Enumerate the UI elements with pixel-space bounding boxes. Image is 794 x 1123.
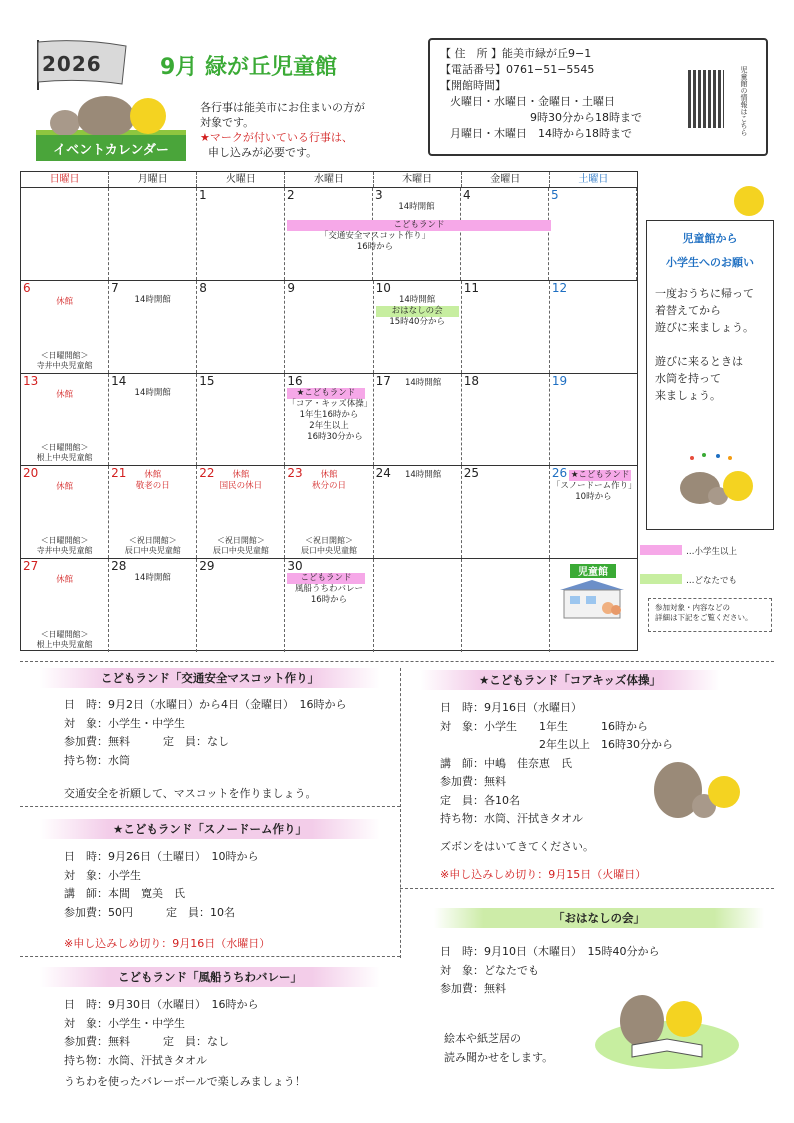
sunday-note bbox=[21, 351, 108, 371]
day-number: 2 bbox=[287, 188, 295, 202]
weekday-label: 日曜日 bbox=[21, 172, 109, 187]
section-body: 日 時：9月2日（水曜日）から4日（金曜日） 16時から 対 象：小学生・中学生 参加費：無料 定 員：なし 持ち物：水筒 bbox=[64, 698, 347, 767]
sunday-note bbox=[21, 630, 108, 650]
phone: 【電話番号】0761−51−5545 bbox=[440, 63, 595, 76]
event-bar: こどもランド bbox=[287, 220, 551, 231]
day-number: 11 bbox=[463, 280, 479, 295]
deadline: ※申し込みしめ切り：9月15日（火曜日） bbox=[440, 868, 647, 881]
day-number: 10 bbox=[375, 280, 391, 295]
side-title: 小学生へのお願い bbox=[666, 256, 754, 269]
open-time: 14時開館 bbox=[404, 377, 442, 388]
day-number: 19 bbox=[551, 373, 568, 388]
day-cell bbox=[21, 559, 109, 652]
weekday-label: 火曜日 bbox=[197, 172, 285, 187]
closed-label: 休館 bbox=[320, 470, 338, 481]
qr-code[interactable] bbox=[688, 70, 724, 128]
intro-line: ★マークが付いている行事は、 bbox=[200, 131, 353, 144]
section-title: ★こどもランド「コアキッズ体操」 bbox=[420, 670, 720, 690]
side-body bbox=[655, 285, 765, 404]
day-number: 28 bbox=[111, 559, 127, 574]
side-title: 児童館から bbox=[682, 232, 738, 245]
day-cell bbox=[109, 466, 197, 558]
side-line: 遊びに来るときは bbox=[655, 355, 743, 368]
day-cell bbox=[109, 188, 197, 280]
day-cell bbox=[197, 559, 285, 652]
hours-weekdays: 火曜日・水曜日・金曜日・土曜日 bbox=[450, 95, 615, 108]
day-number: 18 bbox=[463, 373, 479, 388]
day-number: 21 bbox=[111, 466, 127, 481]
closed-label: 休館 bbox=[144, 470, 162, 481]
event-span bbox=[287, 220, 551, 253]
hippo-mascot bbox=[78, 96, 134, 136]
divider bbox=[400, 668, 401, 958]
calendar-week bbox=[21, 188, 637, 281]
day-number: 1 bbox=[199, 188, 207, 202]
day-number: 8 bbox=[199, 280, 207, 295]
weekday-label: 金曜日 bbox=[462, 172, 550, 187]
day-cell bbox=[374, 559, 462, 652]
section-body: 日 時：9月10日（木曜日） 15時40分から 対 象：どなたでも 参加費：無料 bbox=[440, 945, 660, 995]
note-line: ＜祝日開館＞ bbox=[216, 536, 265, 546]
legend-label: …小学生以上 bbox=[686, 547, 738, 557]
section-title: ★こどもランド「スノードーム作り」 bbox=[40, 819, 380, 839]
side-line: 来ましょう。 bbox=[655, 389, 721, 402]
note-line: 参加対象・内容などの bbox=[655, 603, 730, 612]
day-cell bbox=[462, 281, 550, 373]
section-title: 「おはなしの会」 bbox=[434, 908, 764, 928]
open-time: 14時開館 bbox=[134, 387, 171, 398]
day-cell bbox=[550, 374, 637, 466]
legend-swatch-green bbox=[640, 574, 682, 584]
event-name: 「交通安全マスコット作り」 bbox=[319, 231, 431, 241]
day-cell bbox=[197, 374, 285, 466]
day-number: 17 bbox=[375, 373, 391, 388]
reading-illustration bbox=[592, 985, 742, 1071]
side-line: 着替えてから bbox=[655, 304, 721, 317]
year-label: 2026 bbox=[42, 52, 102, 76]
event-calendar-badge: イベントカレンダー bbox=[36, 135, 186, 161]
section-title: こどもランド「風船うちわバレー」 bbox=[40, 967, 380, 987]
day-number: 27 bbox=[23, 559, 39, 574]
weekday-label: 水曜日 bbox=[285, 172, 373, 187]
day-cell bbox=[374, 374, 462, 466]
intro-line: 各行事は能美市にお住まいの方が bbox=[200, 101, 365, 114]
day-number: 24 bbox=[375, 466, 391, 481]
day-cell bbox=[462, 374, 550, 466]
day-number: 15 bbox=[199, 373, 215, 388]
holiday-name: 秋分の日 bbox=[311, 481, 346, 492]
note-line: 根上中央児童館 bbox=[36, 639, 93, 649]
event-name: 風船うちわバレー bbox=[294, 584, 363, 595]
event-name: 「コア・キッズ体操」 bbox=[287, 398, 373, 409]
day-number: 29 bbox=[199, 559, 215, 574]
mascots-illustration bbox=[648, 740, 744, 826]
intro-line: 申し込みが必要です。 bbox=[208, 146, 318, 159]
day-cell bbox=[549, 188, 637, 280]
day-number: 9 bbox=[287, 280, 296, 295]
day-number: 3 bbox=[375, 188, 383, 202]
section-note: 交通安全を祈願して、マスコットを作りましょう。 bbox=[64, 787, 317, 800]
day-cell bbox=[109, 374, 197, 466]
story-bar: おはなしの会 bbox=[376, 306, 459, 317]
event-time: 10時から bbox=[575, 492, 612, 503]
day-number: 26 bbox=[551, 466, 568, 481]
calendar-week bbox=[21, 559, 637, 652]
weekday-label: 木曜日 bbox=[374, 172, 462, 187]
divider bbox=[20, 661, 774, 662]
event-bar: こどもランド bbox=[287, 573, 364, 584]
day-cell bbox=[462, 559, 550, 652]
day-cell bbox=[197, 466, 285, 558]
holiday-note bbox=[285, 536, 372, 556]
calendar-week bbox=[21, 374, 637, 467]
day-cell bbox=[374, 466, 462, 558]
note-line: 辰口中央児童館 bbox=[212, 546, 269, 556]
day-number: 13 bbox=[23, 373, 39, 388]
event-bar: ★こどもランド bbox=[287, 388, 364, 399]
address: 【 住 所 】能美市緑が丘9−1 bbox=[440, 47, 592, 60]
day-cell bbox=[197, 281, 285, 373]
day-number: 30 bbox=[287, 559, 303, 574]
calendar-week bbox=[21, 466, 637, 559]
open-time: 14時開館 bbox=[398, 202, 435, 212]
event-time: 2年生以上 bbox=[309, 420, 349, 431]
section-note: うちわを使ったバレーボールで楽しみましょう！ bbox=[64, 1075, 306, 1088]
day-cell bbox=[285, 374, 373, 466]
building-label: 児童館 bbox=[577, 567, 608, 579]
calendar bbox=[20, 171, 638, 651]
intro-text bbox=[200, 100, 410, 160]
details-note bbox=[648, 598, 772, 632]
event-time: 16時から bbox=[310, 595, 348, 606]
note-line: ＜日曜開館＞ bbox=[40, 629, 89, 639]
holiday-note bbox=[197, 536, 284, 556]
note-line: 寺井中央児童館 bbox=[36, 360, 93, 370]
day-cell bbox=[550, 559, 637, 652]
day-cell bbox=[285, 466, 373, 558]
open-time: 14時開館 bbox=[398, 294, 436, 305]
holiday-note bbox=[109, 536, 196, 556]
open-time: 14時開館 bbox=[134, 294, 171, 305]
day-number: 23 bbox=[287, 466, 303, 481]
section-note: 絵本や紙芝居の 読み聞かせをします。 bbox=[444, 1032, 554, 1064]
closed-label: 休館 bbox=[56, 482, 74, 493]
day-cell bbox=[285, 559, 373, 652]
note-line: 根上中央児童館 bbox=[36, 453, 93, 463]
legend-label: …どなたでも bbox=[686, 576, 738, 586]
closed-label: 休館 bbox=[56, 389, 74, 400]
qr-note: 児童館の情報はこちら bbox=[740, 66, 748, 136]
day-number: 14 bbox=[111, 373, 127, 388]
note-line: 詳細は下記をご覧ください。 bbox=[655, 613, 753, 622]
closed-label: 休館 bbox=[56, 575, 74, 586]
event-bar: ★こどもランド bbox=[570, 470, 630, 481]
day-cell bbox=[21, 466, 109, 558]
side-line: 一度おうちに帰って bbox=[655, 287, 754, 300]
day-cell bbox=[21, 281, 109, 373]
calendar-header bbox=[21, 172, 637, 188]
sunday-note bbox=[21, 536, 108, 556]
note-line: ＜日曜開館＞ bbox=[40, 443, 89, 453]
closed-label: 休館 bbox=[232, 470, 250, 481]
day-cell bbox=[109, 281, 197, 373]
note-line: 辰口中央児童館 bbox=[124, 546, 181, 556]
building-icon bbox=[552, 560, 632, 628]
hours-label: 【開館時間】 bbox=[440, 79, 506, 92]
day-number: 5 bbox=[551, 188, 559, 202]
deadline: ※申し込みしめ切り：9月16日（水曜日） bbox=[64, 937, 271, 950]
note-line: ＜日曜開館＞ bbox=[40, 350, 89, 360]
section-body: 日 時：9月16日（水曜日） 対 象：小学生 1年生 16時から 2年生以上 16時30分から 講 師：中嶋 佳奈恵 氏 参加費：無料 定 員：各10名 持ち物：水筒、汗拭きタオル bbox=[440, 701, 673, 825]
divider bbox=[20, 956, 400, 957]
day-cell bbox=[462, 466, 550, 558]
small-hippo-mascot bbox=[50, 110, 80, 136]
note-line: ＜日曜開館＞ bbox=[40, 536, 89, 546]
legend-swatch-pink bbox=[640, 545, 682, 555]
note-line: ＜祝日開館＞ bbox=[304, 536, 353, 546]
divider bbox=[400, 888, 774, 889]
event-name: 「スノードーム作り」 bbox=[551, 481, 637, 492]
weekday-label: 月曜日 bbox=[109, 172, 197, 187]
page-title: 9月 緑が丘児童館 bbox=[160, 55, 337, 80]
event-time: 1年生16時から bbox=[299, 409, 359, 420]
intro-line: 対象です。 bbox=[200, 116, 255, 129]
event-time: 16時30分から bbox=[307, 431, 363, 442]
day-number: 7 bbox=[111, 280, 119, 295]
open-time: 14時開館 bbox=[404, 470, 442, 481]
yuzu-mascot bbox=[130, 98, 166, 134]
section-note: ズボンをはいてきてください。 bbox=[440, 840, 594, 853]
holiday-name: 敬老の日 bbox=[135, 481, 170, 492]
hours-mon-thu: 月曜日・木曜日 14時から18時まで bbox=[450, 127, 632, 140]
day-cell bbox=[197, 188, 285, 280]
day-cell bbox=[285, 281, 373, 373]
hours-weekdays-time: 9時30分から18時まで bbox=[530, 111, 642, 124]
day-cell bbox=[550, 466, 637, 558]
day-cell bbox=[550, 281, 637, 373]
closed-label: 休館 bbox=[56, 296, 74, 307]
weekday-label: 土曜日 bbox=[578, 174, 609, 185]
yuzu-mascot-small bbox=[734, 186, 764, 216]
side-line: 遊びに来ましょう。 bbox=[655, 321, 754, 334]
day-cell bbox=[21, 374, 109, 466]
side-line: 水筒を持って bbox=[655, 372, 721, 385]
sunday-note bbox=[21, 443, 108, 463]
event-time: 15時40分から bbox=[389, 316, 445, 327]
calendar-week bbox=[21, 281, 637, 374]
day-number: 6 bbox=[23, 280, 31, 295]
note-line: 寺井中央児童館 bbox=[36, 546, 93, 556]
day-cell bbox=[374, 281, 462, 373]
section-body: 日 時：9月30日（水曜日） 16時から 対 象：小学生・中学生 参加費：無料 定 員：なし 持ち物：水筒、汗拭きタオル bbox=[64, 998, 259, 1067]
day-cell bbox=[109, 559, 197, 652]
day-number: 4 bbox=[463, 188, 471, 202]
note-line: ＜祝日開館＞ bbox=[128, 536, 177, 546]
holiday-name: 国民の休日 bbox=[219, 481, 263, 492]
section-body: 日 時：9月26日（土曜日） 10時から 対 象：小学生 講 師：本間 寛美 氏 参加費：50円 定 員：10名 bbox=[64, 850, 259, 919]
day-number: 12 bbox=[551, 280, 568, 295]
section-title: こどもランド「交通安全マスコット作り」 bbox=[40, 668, 380, 688]
day-number: 20 bbox=[23, 466, 39, 481]
divider bbox=[20, 806, 400, 807]
event-time: 16時から bbox=[356, 242, 394, 252]
note-line: 辰口中央児童館 bbox=[300, 546, 357, 556]
day-number: 16 bbox=[287, 373, 303, 388]
mascots-illustration bbox=[672, 450, 762, 510]
day-cell bbox=[21, 188, 109, 280]
day-number: 22 bbox=[199, 466, 215, 481]
open-time: 14時開館 bbox=[134, 573, 171, 584]
day-number: 25 bbox=[463, 466, 479, 481]
